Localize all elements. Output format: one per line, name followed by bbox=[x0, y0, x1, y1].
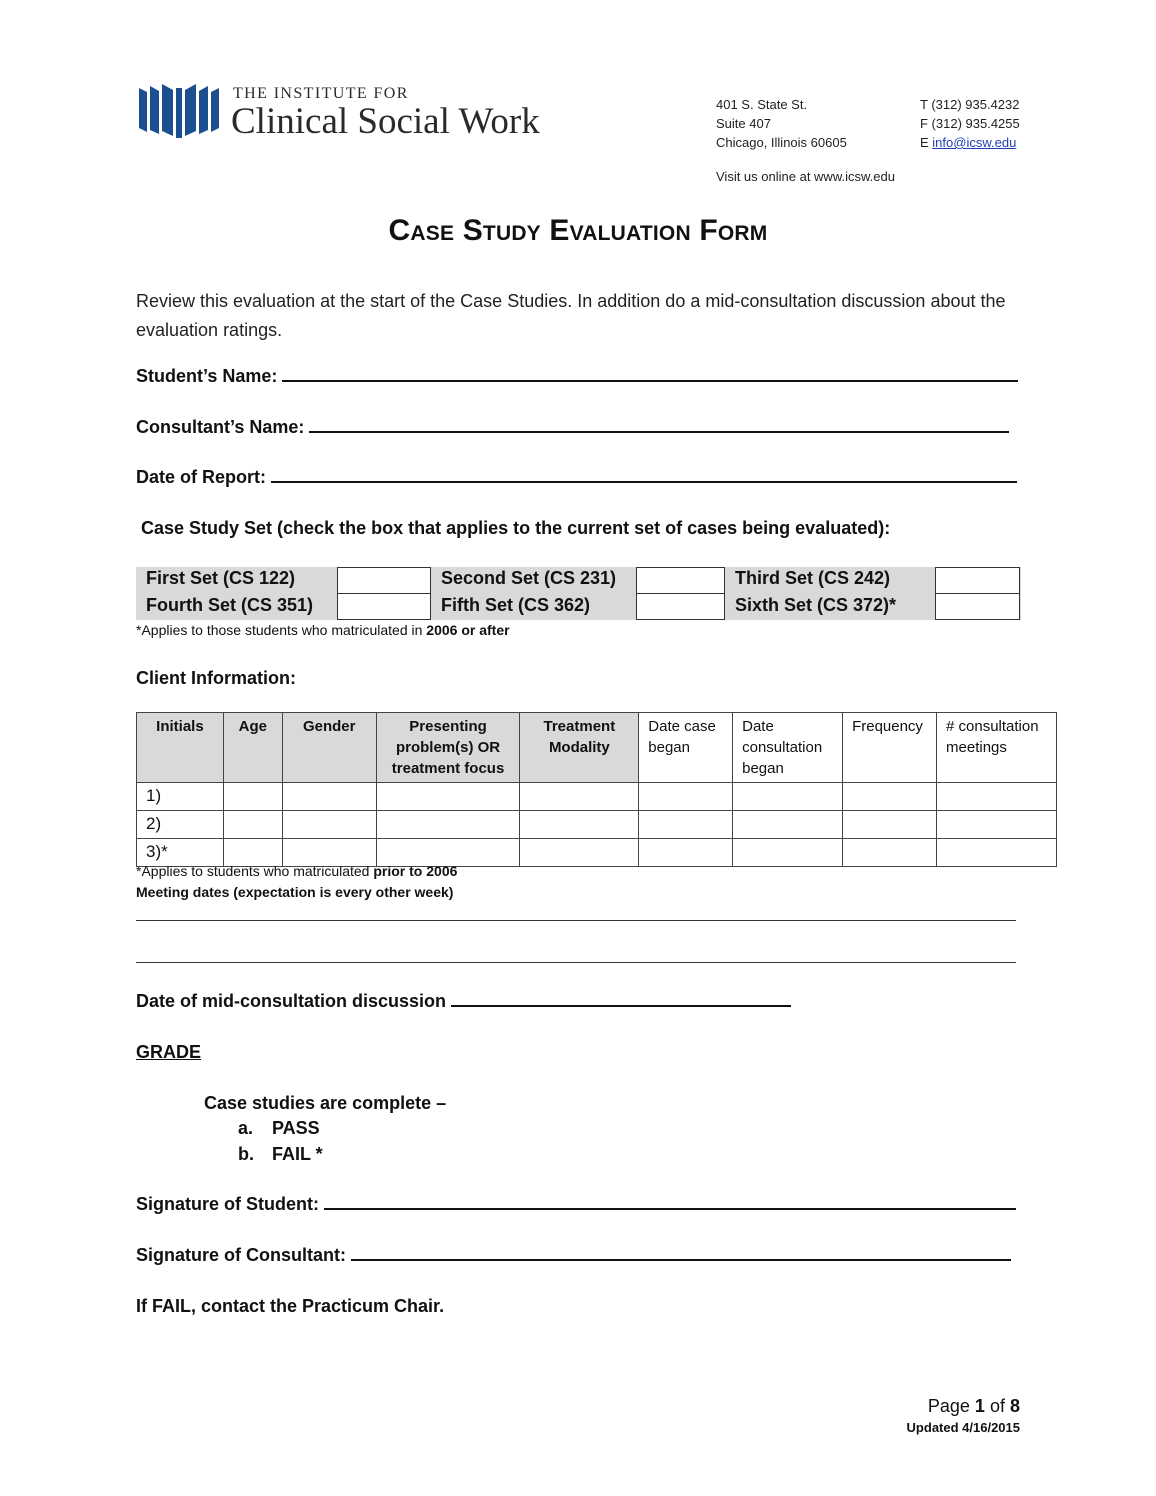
table-cell[interactable] bbox=[520, 783, 639, 811]
table-header-row bbox=[137, 713, 1057, 783]
footnote-text: *Applies to students who matriculated bbox=[136, 863, 374, 879]
row-number: 2) bbox=[137, 811, 224, 839]
set-label-third: Third Set (CS 242) bbox=[735, 568, 891, 588]
set-checkbox-first[interactable] bbox=[337, 567, 431, 594]
page-of: of bbox=[989, 1396, 1005, 1416]
page-total: 8 bbox=[1009, 1396, 1020, 1416]
column-header: Frequency bbox=[843, 713, 937, 783]
column-header: # consultation meetings bbox=[937, 713, 1057, 783]
address-block bbox=[716, 95, 847, 152]
field-label: Date of Report: bbox=[136, 467, 266, 487]
grade-option-fail[interactable] bbox=[238, 1144, 323, 1165]
field-label: Student’s Name: bbox=[136, 366, 278, 386]
table-cell[interactable] bbox=[937, 811, 1057, 839]
table-cell[interactable] bbox=[520, 839, 639, 867]
table-cell[interactable] bbox=[223, 783, 282, 811]
meeting-dates-label: Meeting dates (expectation is every other week) bbox=[136, 884, 454, 900]
table-row bbox=[137, 811, 1057, 839]
footnote-bold: prior to 2006 bbox=[373, 863, 458, 879]
table-cell[interactable] bbox=[843, 811, 937, 839]
set-checkbox-fourth[interactable] bbox=[337, 593, 431, 620]
table-cell[interactable] bbox=[520, 811, 639, 839]
table-cell[interactable] bbox=[733, 839, 843, 867]
consultant-name-field bbox=[136, 417, 1009, 438]
intro-text: Review this evaluation at the start of the Case Studies. In addition do a mid-consultation discussion about the evaluation ratings. bbox=[136, 291, 1006, 340]
column-header: Date case began bbox=[639, 713, 733, 783]
row-number: 1) bbox=[137, 783, 224, 811]
option-label: PASS bbox=[272, 1118, 320, 1138]
field-label: Signature of Consultant: bbox=[136, 1245, 346, 1265]
grade-heading: GRADE bbox=[136, 1042, 202, 1062]
date-of-report-field bbox=[136, 467, 1017, 488]
logo-top-text: THE INSTITUTE FOR bbox=[233, 85, 409, 102]
table-cell[interactable] bbox=[843, 839, 937, 867]
column-header: Date consultation began bbox=[733, 713, 843, 783]
case-study-set-label: Case Study Set (check the box that applies to the current set of cases being evaluated): bbox=[141, 518, 891, 538]
phone-number: T (312) 935.4232 bbox=[920, 97, 1020, 112]
page-title: Case Study Evaluation Form bbox=[388, 214, 768, 247]
column-header: Gender bbox=[282, 713, 376, 783]
mid-consultation-blank[interactable] bbox=[451, 993, 791, 1007]
table-cell[interactable] bbox=[843, 783, 937, 811]
row-number: 3)* bbox=[137, 839, 224, 867]
set-checkbox-fifth[interactable] bbox=[636, 593, 725, 620]
footnote-text: *Applies to those students who matriculated in bbox=[136, 622, 427, 638]
table-cell[interactable] bbox=[639, 783, 733, 811]
address-line: Suite 407 bbox=[716, 116, 771, 131]
page-current: 1 bbox=[974, 1396, 985, 1416]
logo-main-text: Clinical Social Work bbox=[231, 101, 540, 142]
meeting-dates-blank[interactable] bbox=[136, 920, 1016, 921]
table-cell[interactable] bbox=[223, 811, 282, 839]
grade-complete-line: Case studies are complete – bbox=[204, 1093, 447, 1113]
set-label-sixth: Sixth Set (CS 372)* bbox=[735, 595, 897, 615]
set-checkbox-third[interactable] bbox=[935, 567, 1020, 594]
table-cell[interactable] bbox=[937, 783, 1057, 811]
client-info-table bbox=[136, 712, 1057, 867]
set-label-first: First Set (CS 122) bbox=[146, 568, 296, 588]
contact-block bbox=[920, 95, 1020, 152]
updated-date: Updated 4/16/2015 bbox=[906, 1420, 1020, 1435]
set-label-fourth: Fourth Set (CS 351) bbox=[146, 595, 314, 615]
column-header: Presenting problem(s) OR treatment focus bbox=[376, 713, 520, 783]
table-cell[interactable] bbox=[937, 839, 1057, 867]
consultant-signature-field bbox=[136, 1245, 1011, 1266]
page-number bbox=[928, 1396, 1020, 1417]
option-marker: b. bbox=[238, 1144, 254, 1164]
set-footnote bbox=[136, 622, 510, 638]
student-signature-blank[interactable] bbox=[324, 1196, 1016, 1210]
table-cell[interactable] bbox=[282, 811, 376, 839]
table-row bbox=[137, 783, 1057, 811]
fax-number: F (312) 935.4255 bbox=[920, 116, 1020, 131]
table-cell[interactable] bbox=[733, 783, 843, 811]
table-cell[interactable] bbox=[639, 839, 733, 867]
option-label: FAIL * bbox=[272, 1144, 323, 1164]
table-cell[interactable] bbox=[639, 811, 733, 839]
date-of-report-blank[interactable] bbox=[271, 469, 1017, 483]
meeting-dates-blank[interactable] bbox=[136, 962, 1016, 963]
email-prefix: E bbox=[920, 135, 929, 150]
fail-instruction: If FAIL, contact the Practicum Chair. bbox=[136, 1296, 445, 1316]
field-label: Consultant’s Name: bbox=[136, 417, 305, 437]
set-checkbox-second[interactable] bbox=[636, 567, 725, 594]
field-label: Date of mid-consultation discussion bbox=[136, 991, 447, 1011]
institute-logo-icon bbox=[137, 82, 221, 138]
client-footnote bbox=[136, 863, 457, 879]
page-word: Page bbox=[927, 1396, 970, 1416]
client-info-label: Client Information: bbox=[136, 668, 296, 688]
student-name-field bbox=[136, 366, 1018, 387]
student-name-blank[interactable] bbox=[282, 368, 1018, 382]
grade-option-pass[interactable] bbox=[238, 1118, 320, 1139]
footnote-bold: 2006 or after bbox=[426, 622, 510, 638]
email-link[interactable]: info@icsw.edu bbox=[932, 135, 1017, 150]
consultant-signature-blank[interactable] bbox=[351, 1247, 1011, 1261]
column-header: Treatment Modality bbox=[520, 713, 639, 783]
table-cell[interactable] bbox=[376, 783, 520, 811]
address-line: 401 S. State St. bbox=[716, 97, 808, 112]
column-header: Age bbox=[223, 713, 282, 783]
address-line: Chicago, Illinois 60605 bbox=[716, 135, 847, 150]
option-marker: a. bbox=[238, 1118, 254, 1138]
case-study-set-table bbox=[136, 567, 1021, 620]
website-line: Visit us online at www.icsw.edu bbox=[716, 169, 895, 184]
table-cell[interactable] bbox=[376, 811, 520, 839]
table-cell[interactable] bbox=[733, 811, 843, 839]
set-checkbox-sixth[interactable] bbox=[935, 593, 1020, 620]
student-signature-field bbox=[136, 1194, 1016, 1215]
column-header: Initials bbox=[137, 713, 224, 783]
table-cell[interactable] bbox=[282, 783, 376, 811]
mid-consultation-field bbox=[136, 991, 791, 1012]
consultant-name-blank[interactable] bbox=[309, 419, 1009, 433]
email-line bbox=[920, 133, 1020, 152]
set-label-fifth: Fifth Set (CS 362) bbox=[441, 595, 591, 615]
field-label: Signature of Student: bbox=[136, 1194, 319, 1214]
set-label-second: Second Set (CS 231) bbox=[441, 568, 617, 588]
